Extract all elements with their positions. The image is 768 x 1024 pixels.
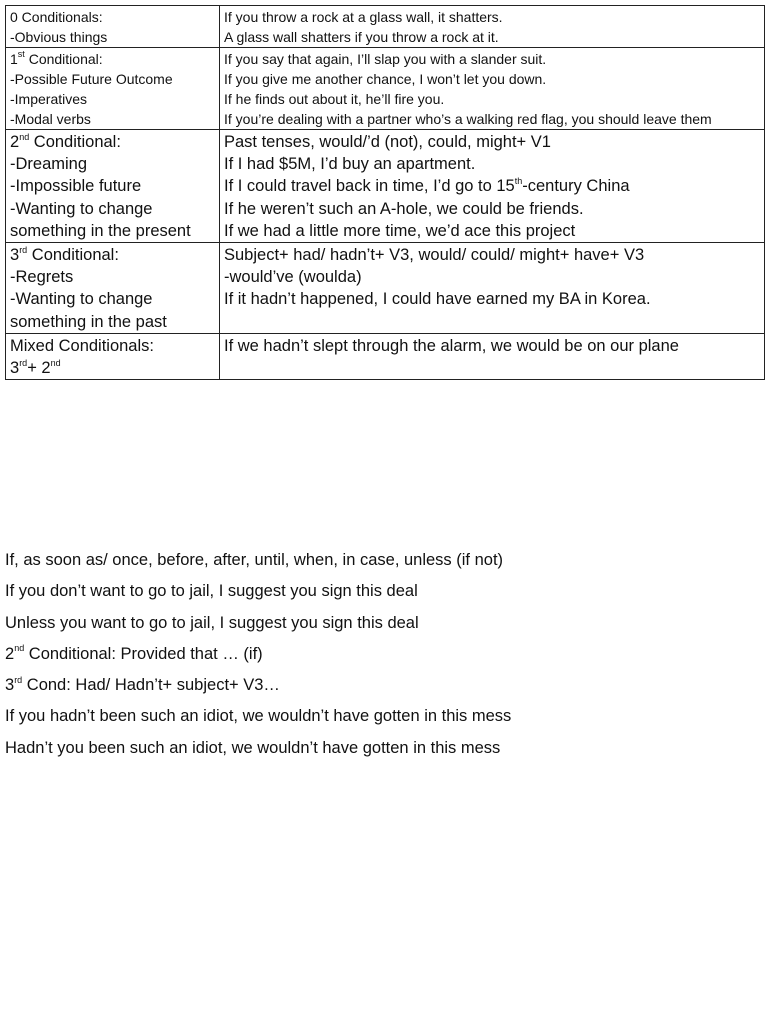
condition-type-line — [10, 357, 215, 379]
condition-type-cell — [6, 130, 220, 243]
example-line — [224, 109, 760, 129]
line-text: -Dreaming — [10, 155, 88, 174]
condition-type-line — [10, 69, 215, 89]
example-line — [224, 198, 760, 220]
condition-type-cell — [6, 6, 220, 48]
example-line — [224, 357, 760, 379]
example-line — [224, 175, 760, 197]
superscript-suffix: nd — [50, 357, 61, 368]
example-line — [224, 244, 760, 266]
condition-type-line — [10, 49, 215, 69]
line-text: Conditional: — [24, 51, 103, 67]
line-text: If you say that again, I’ll slap you with a slander suit. — [224, 51, 547, 67]
line-text: 0 Conditionals: — [10, 9, 103, 25]
condition-type-line — [10, 153, 215, 175]
superscript-suffix: th — [514, 175, 523, 186]
line-text: If you don’t want to go to jail, I suggest you sign this deal — [5, 582, 418, 601]
table-row — [6, 333, 765, 379]
line-text: If I could travel back in time, I’d go to 15 — [224, 177, 515, 196]
condition-type-line — [10, 109, 215, 129]
line-text: Subject+ had/ hadn’t+ V3, would/ could/ might+ have+ V3 — [224, 246, 645, 265]
line-text: + 2 — [27, 359, 51, 378]
line-text: If I had $5M, I’d buy an apartment. — [224, 155, 476, 174]
example-cell — [220, 48, 765, 130]
conditionals-table-body — [6, 6, 765, 380]
example-line — [224, 27, 760, 47]
line-text: -century China — [522, 177, 630, 196]
example-cell — [220, 243, 765, 334]
condition-type-line — [10, 335, 215, 357]
example-line — [224, 288, 760, 310]
line-text: If he finds out about it, he’ll fire you. — [224, 91, 445, 107]
line-text: If you hadn’t been such an idiot, we wouldn’t have gotten in this mess — [5, 707, 512, 726]
line-text: Conditional: — [29, 133, 121, 151]
line-text: something in the past — [10, 312, 167, 331]
line-text: Mixed Conditionals: — [10, 336, 154, 355]
note-line — [5, 701, 745, 732]
superscript-suffix: rd — [19, 244, 28, 255]
line-text: Past tenses, would/’d (not), could, might+ V1 — [224, 133, 551, 151]
condition-type-cell — [6, 333, 220, 379]
superscript-suffix: rd — [14, 674, 23, 685]
table-row — [6, 243, 765, 334]
example-line — [224, 220, 760, 242]
line-text: Unless you want to go to jail, I suggest you sign this deal — [5, 613, 419, 632]
superscript-suffix: nd — [19, 131, 30, 142]
line-text: Hadn’t you been such an idiot, we wouldn’t have gotten in this mess — [5, 738, 501, 757]
line-text: -Possible Future Outcome — [10, 71, 173, 87]
condition-type-line — [10, 311, 215, 333]
example-cell — [220, 6, 765, 48]
line-text: Conditional: — [27, 246, 119, 265]
condition-type-line — [10, 7, 215, 27]
table-row — [6, 130, 765, 243]
line-text: If you’re dealing with a partner who’s a walking red flag, you should leave them — [224, 111, 712, 127]
example-line — [224, 153, 760, 175]
line-text: -Impossible future — [10, 177, 142, 196]
example-line — [224, 266, 760, 288]
line-text: -Modal verbs — [10, 111, 91, 127]
line-text: something in the present — [10, 221, 191, 240]
line-text: -Imperatives — [10, 91, 88, 107]
note-line — [5, 639, 745, 670]
note-line — [5, 733, 745, 764]
condition-type-line — [10, 244, 215, 266]
line-text: Cond: Had/ Hadn’t+ subject+ V3… — [22, 676, 280, 695]
note-line — [5, 670, 745, 701]
table-row — [6, 48, 765, 130]
line-text: -would’ve (woulda) — [224, 268, 362, 287]
line-text: -Wanting to change — [10, 199, 153, 218]
example-line — [224, 89, 760, 109]
notes-section — [5, 545, 745, 764]
condition-type-line — [10, 175, 215, 197]
line-text: 2 — [5, 644, 15, 663]
example-cell — [220, 130, 765, 243]
note-line — [5, 576, 745, 607]
condition-type-line — [10, 288, 215, 310]
condition-type-cell — [6, 48, 220, 130]
superscript-suffix: rd — [19, 357, 28, 368]
example-cell — [220, 333, 765, 379]
conditionals-table — [5, 5, 765, 380]
line-text: 3 — [10, 359, 20, 378]
condition-type-line — [10, 89, 215, 109]
line-text: 3 — [10, 246, 20, 265]
line-text: If you give me another chance, I won’t let you down. — [224, 71, 547, 87]
line-text: A glass wall shatters if you throw a rock at it. — [224, 29, 499, 45]
example-line — [224, 7, 760, 27]
line-text: 3 — [5, 676, 15, 695]
line-text: -Wanting to change — [10, 290, 153, 309]
line-text: If we hadn’t slept through the alarm, we would be on our plane — [224, 336, 679, 355]
line-text: 2 — [10, 133, 20, 151]
superscript-suffix: nd — [14, 643, 25, 654]
line-text: If it hadn’t happened, I could have earned my BA in Korea. — [224, 290, 651, 309]
condition-type-line — [10, 27, 215, 47]
condition-type-line — [10, 220, 215, 242]
line-text: -Obvious things — [10, 29, 108, 45]
line-text: 1 — [10, 51, 18, 67]
superscript-suffix: st — [17, 49, 25, 60]
line-text: If you throw a rock at a glass wall, it shatters. — [224, 9, 503, 25]
example-line — [224, 69, 760, 89]
line-text: If we had a little more time, we’d ace this project — [224, 221, 576, 240]
line-text: -Regrets — [10, 268, 74, 287]
line-text: If, as soon as/ once, before, after, until, when, in case, unless (if not) — [5, 551, 504, 569]
condition-type-line — [10, 198, 215, 220]
example-line — [224, 131, 760, 153]
example-line — [224, 335, 760, 357]
table-row — [6, 6, 765, 48]
condition-type-cell — [6, 243, 220, 334]
condition-type-line — [10, 131, 215, 153]
line-text: Conditional: Provided that … (if) — [24, 644, 263, 663]
example-line — [224, 49, 760, 69]
note-line — [5, 608, 745, 639]
line-text: If he weren’t such an A-hole, we could be friends. — [224, 199, 584, 218]
example-line — [224, 311, 760, 333]
note-line — [5, 545, 745, 576]
condition-type-line — [10, 266, 215, 288]
